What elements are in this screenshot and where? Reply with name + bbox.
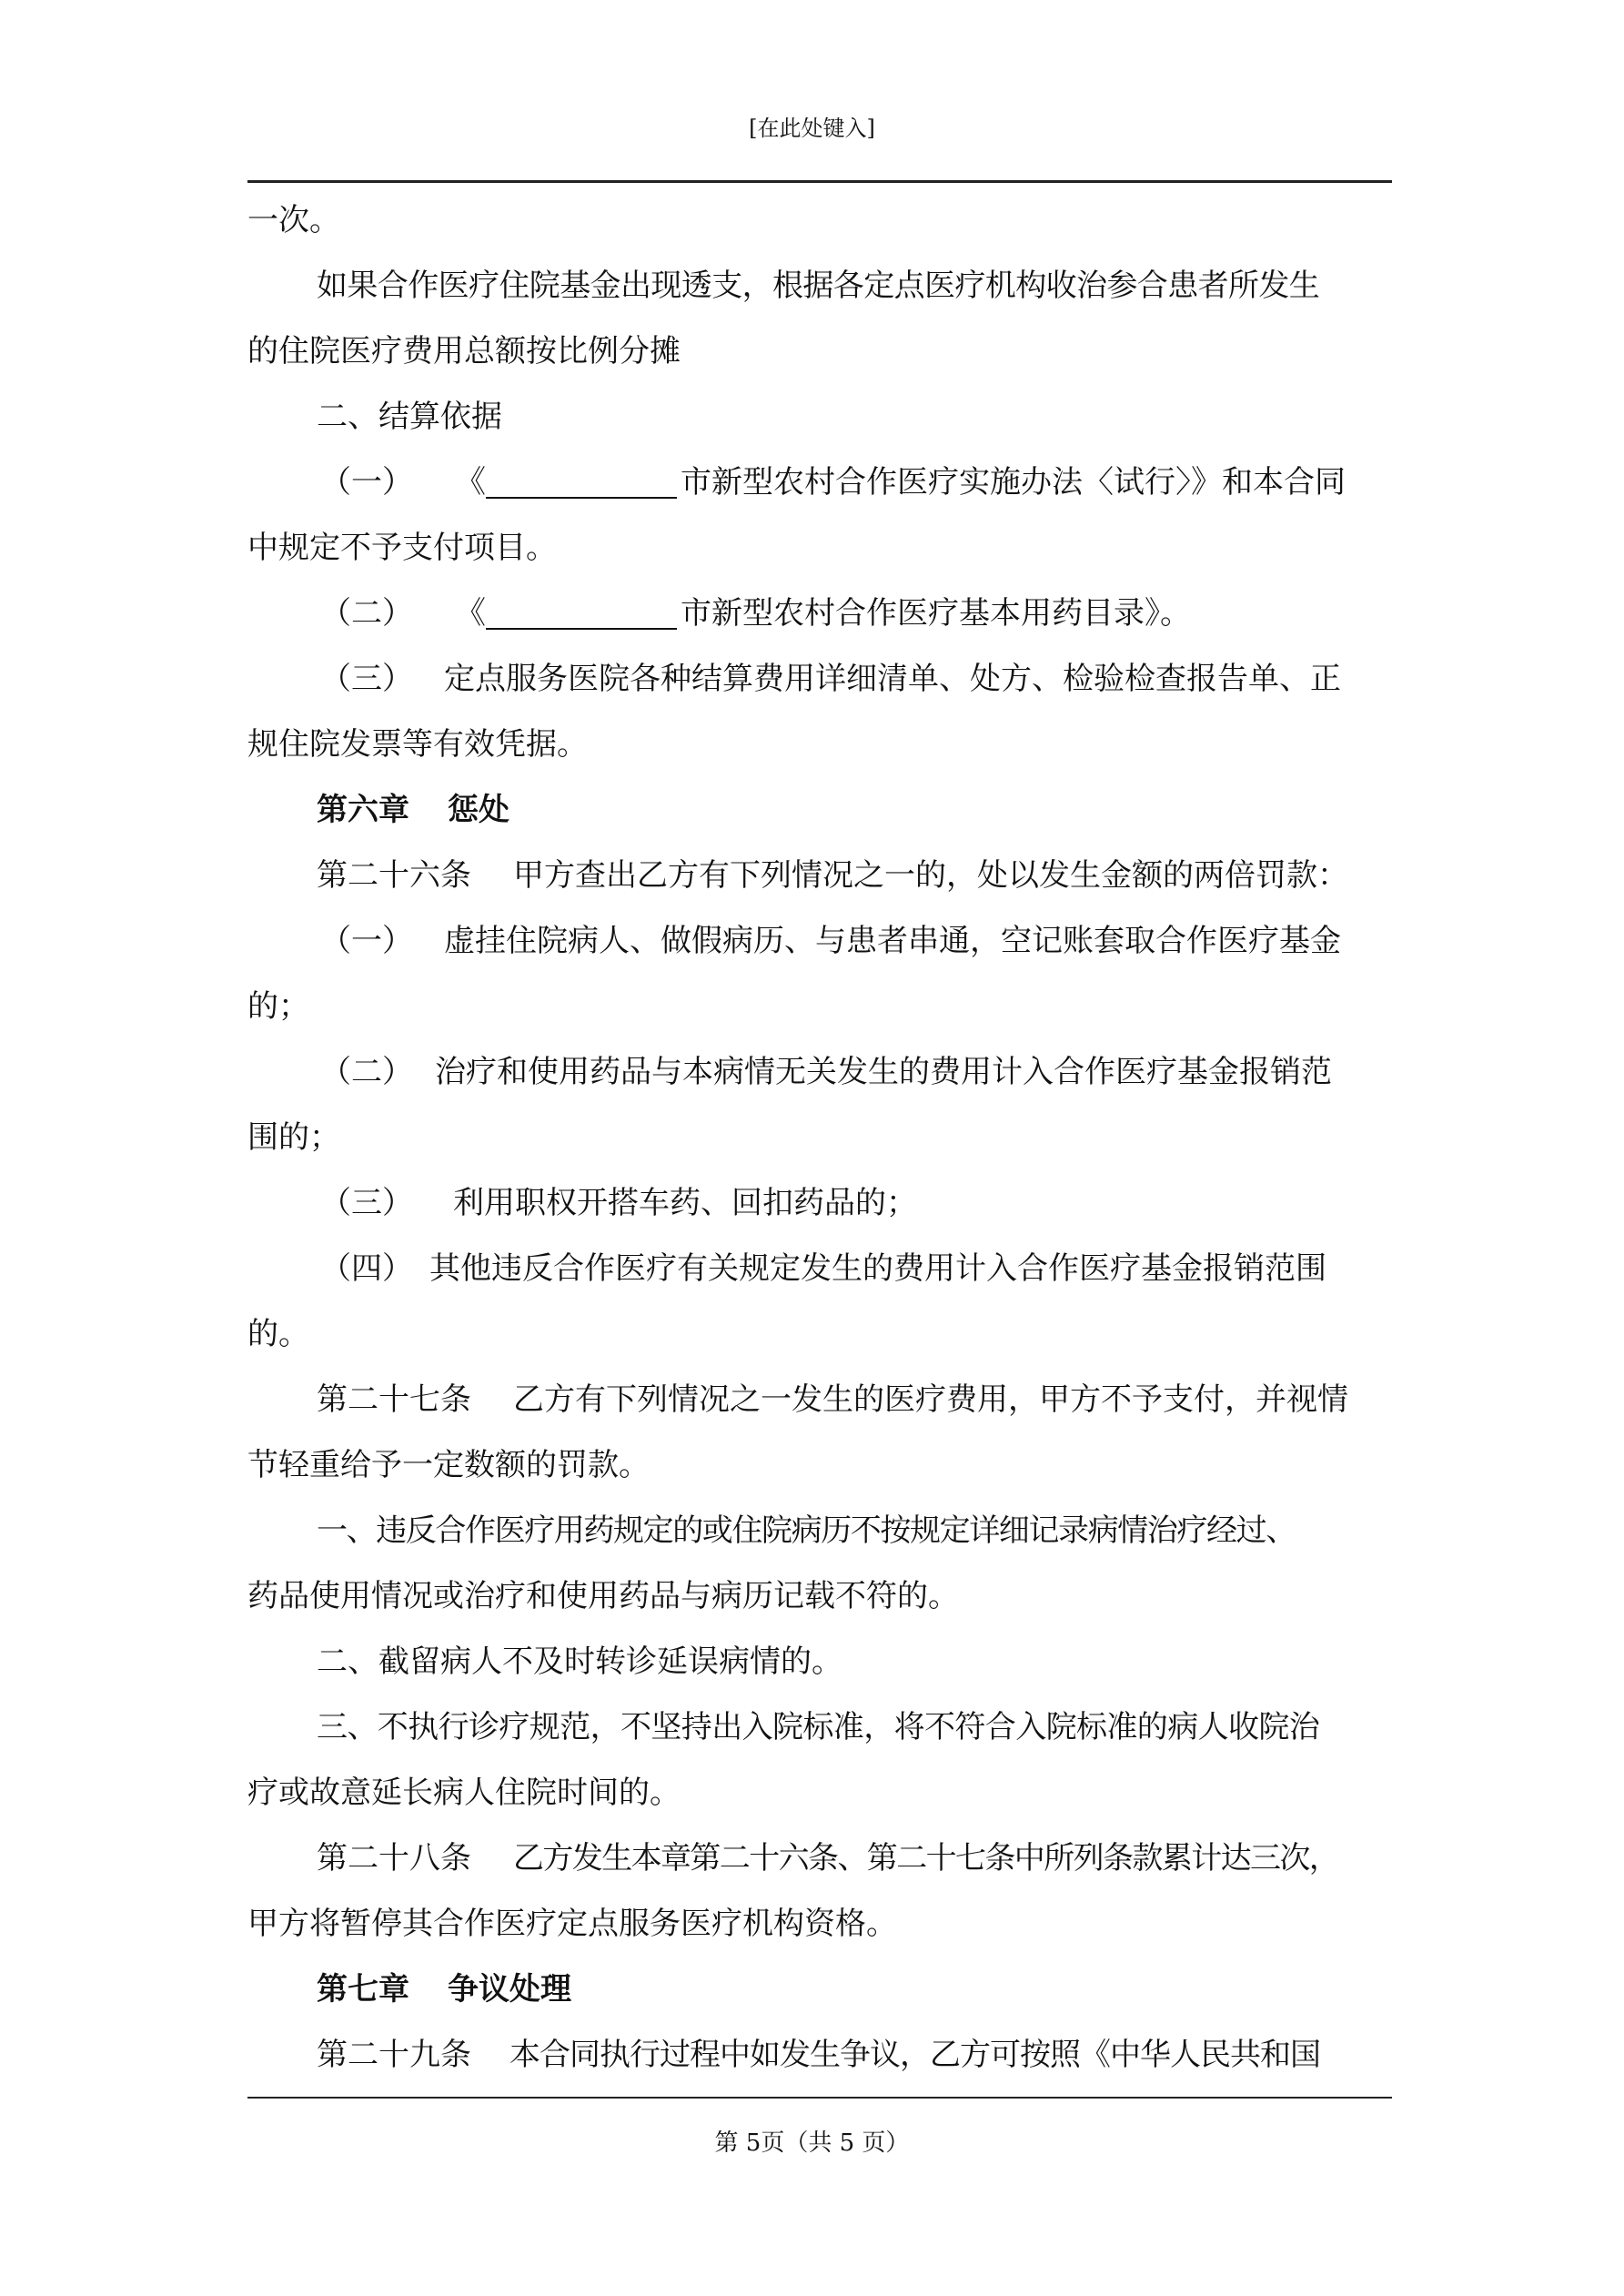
paragraph-line: 利用职权开搭车药、回扣药品的； xyxy=(453,1185,917,1221)
paragraph-line: 定点服务医院各种结算费用详细清单、处方、检验检查报告单、正 xyxy=(444,661,1341,697)
footer-rule xyxy=(247,2097,1392,2099)
paragraph-line: 其他违反合作医疗有关规定发生的费用计入合作医疗基金报销范围 xyxy=(429,1250,1326,1287)
fill-in-blank xyxy=(486,599,677,630)
list-item-number: （一） xyxy=(320,923,413,959)
paragraph-line: 甲方将暂停其合作医疗定点服务医疗机构资格。 xyxy=(247,1906,897,1942)
paragraph-line: 市新型农村合作医疗实施办法〈试行〉》和本合同 xyxy=(681,464,1346,501)
chapter-number: 第六章 xyxy=(317,792,409,828)
book-title-open-mark: 《 xyxy=(455,595,486,632)
page-header: [在此处键入] xyxy=(749,116,875,141)
paragraph-line: 的住院医疗费用总额按比例分摊 xyxy=(247,333,681,369)
paragraph-line: 一、违反合作医疗用药规定的或住院病历不按规定详细记录病情治疗经过、 xyxy=(317,1512,1296,1549)
article-number: 第二十九条 xyxy=(317,2037,471,2073)
fill-in-blank xyxy=(486,468,677,499)
list-item-number: （一） xyxy=(320,464,413,501)
article-number: 第二十八条 xyxy=(317,1840,471,1876)
section-heading: 二、结算依据 xyxy=(317,399,502,435)
page-footer: 第 5页（共 5 页） xyxy=(714,2129,910,2157)
paragraph-line: 甲方查出乙方有下列情况之一的，处以发生金额的两倍罚款： xyxy=(513,857,1348,894)
paragraph-line: 疗或故意延长病人住院时间的。 xyxy=(247,1775,681,1811)
paragraph-line: 节轻重给予一定数额的罚款。 xyxy=(247,1447,650,1483)
paragraph-line: 中规定不予支付项目。 xyxy=(247,530,557,566)
paragraph-line: 三、不执行诊疗规范，不坚持出入院标准，将不符合入院标准的病人收院治 xyxy=(317,1709,1320,1745)
paragraph-line: 规住院发票等有效凭据。 xyxy=(247,726,588,763)
paragraph-line: 乙方有下列情况之一发生的医疗费用，甲方不予支付，并视情 xyxy=(513,1381,1348,1418)
book-title-open-mark: 《 xyxy=(455,464,486,501)
paragraph-line: 如果合作医疗住院基金出现透支，根据各定点医疗机构收治参合患者所发生 xyxy=(317,268,1320,304)
paragraph-line: 一次。 xyxy=(247,202,340,238)
article-number: 第二十七条 xyxy=(317,1381,471,1418)
paragraph-line: 市新型农村合作医疗基本用药目录》。 xyxy=(681,595,1191,632)
paragraph-line: 围的； xyxy=(247,1119,340,1156)
list-item-number: （三） xyxy=(320,661,413,697)
paragraph-line: 治疗和使用药品与本病情无关发生的费用计入合作医疗基金报销范 xyxy=(435,1054,1332,1090)
paragraph-line: 药品使用情况或治疗和使用药品与病历记载不符的。 xyxy=(247,1578,959,1614)
header-rule xyxy=(247,180,1392,183)
chapter-title: 惩处 xyxy=(448,792,509,828)
list-item-number: （二） xyxy=(320,1054,413,1090)
paragraph-line: 本合同执行过程中如发生争议，乙方可按照《中华人民共和国 xyxy=(509,2037,1320,2073)
paragraph-line: 二、截留病人不及时转诊延误病情的。 xyxy=(317,1644,842,1680)
list-item-number: （三） xyxy=(320,1185,413,1221)
article-number: 第二十六条 xyxy=(317,857,471,894)
chapter-number: 第七章 xyxy=(317,1971,409,2008)
chapter-title: 争议处理 xyxy=(448,1971,571,2008)
list-item-number: （四） xyxy=(320,1250,413,1287)
list-item-number: （二） xyxy=(320,595,413,632)
paragraph-line: 虚挂住院病人、做假病历、与患者串通，空记账套取合作医疗基金 xyxy=(444,923,1341,959)
paragraph-line: 的。 xyxy=(247,1316,309,1352)
paragraph-line: 乙方发生本章第二十六条、第二十七条中所列条款累计达三次， xyxy=(513,1840,1339,1876)
paragraph-line: 的； xyxy=(247,988,309,1025)
